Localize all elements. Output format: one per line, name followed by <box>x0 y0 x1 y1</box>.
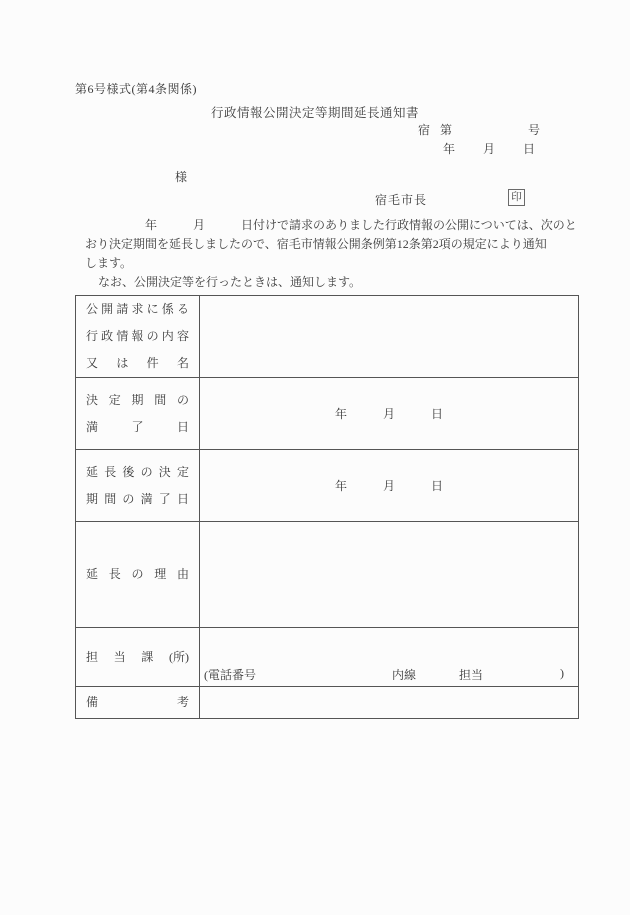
label-line: 延 長 後 の 決 定 <box>86 464 189 479</box>
extension-label: 内線 <box>392 668 417 682</box>
label-line: 備 考 <box>86 695 189 709</box>
table-row <box>76 378 579 450</box>
row-label-extended-deadline <box>76 450 200 522</box>
header-date-day: 日 <box>523 142 536 156</box>
row-label-extension-reason <box>76 522 200 628</box>
label-line: 満 了 日 <box>86 419 189 434</box>
phone-number-label: (電話番号 <box>204 668 256 682</box>
cell-request-content <box>200 296 579 378</box>
phone-line <box>200 666 578 683</box>
label-line: 延 長 の 理 由 <box>86 567 189 581</box>
label-line: 決 定 期 間 の <box>86 392 189 407</box>
document-number-block <box>0 121 630 161</box>
label-line: 担 当 課 (所) <box>86 649 189 664</box>
body-line: なお、公開決定等を行ったときは、通知します。 <box>98 275 362 289</box>
sender-name: 宿毛市長 <box>375 193 428 207</box>
table-row <box>76 687 579 719</box>
body-line: します。 <box>85 256 133 270</box>
form-table <box>75 295 579 719</box>
header-date-year: 年 <box>443 142 456 156</box>
cell-department <box>200 628 579 687</box>
label-line: 行 政 情 報 の 内 容 <box>86 329 189 343</box>
body-line: おり決定期間を延長しましたので、宿毛市情報公開条例第12条第2項の規定により通知 <box>85 237 547 251</box>
doc-number-prefix: 宿 <box>418 123 431 137</box>
table-row <box>76 628 579 687</box>
row-label-decision-deadline <box>76 378 200 450</box>
table-row <box>76 450 579 522</box>
doc-number-go: 号 <box>528 123 541 137</box>
body-paragraph <box>85 216 577 292</box>
cell-remarks <box>200 687 579 719</box>
seal-mark: 印 <box>508 189 525 206</box>
doc-number-dai: 第 <box>440 123 453 137</box>
label-line: 又 は 件 名 <box>86 356 189 370</box>
row-label-remarks <box>76 687 200 719</box>
body-line: 年 月 日付けで請求のありました行政情報の公開については、次のと <box>145 218 577 232</box>
row-label-request-content <box>76 296 200 378</box>
document-title: 行政情報公開決定等期間延長通知書 <box>210 106 419 120</box>
phone-close-paren: ) <box>560 666 564 680</box>
cell-extension-reason <box>200 522 579 628</box>
contact-label: 担当 <box>459 668 484 682</box>
row-label-department <box>76 628 200 687</box>
header-date-month: 月 <box>483 142 496 156</box>
addressee-suffix: 様 <box>175 170 188 184</box>
form-number: 第6号様式(第4条関係) <box>75 82 197 96</box>
table-row <box>76 296 579 378</box>
cell-extended-deadline-date: 年 月 日 <box>200 450 579 522</box>
label-line: 期 間 の 満 了 日 <box>86 491 189 506</box>
label-line: 公 開 請 求 に 係 る <box>86 302 189 316</box>
cell-decision-deadline-date: 年 月 日 <box>200 378 579 450</box>
table-row <box>76 522 579 628</box>
